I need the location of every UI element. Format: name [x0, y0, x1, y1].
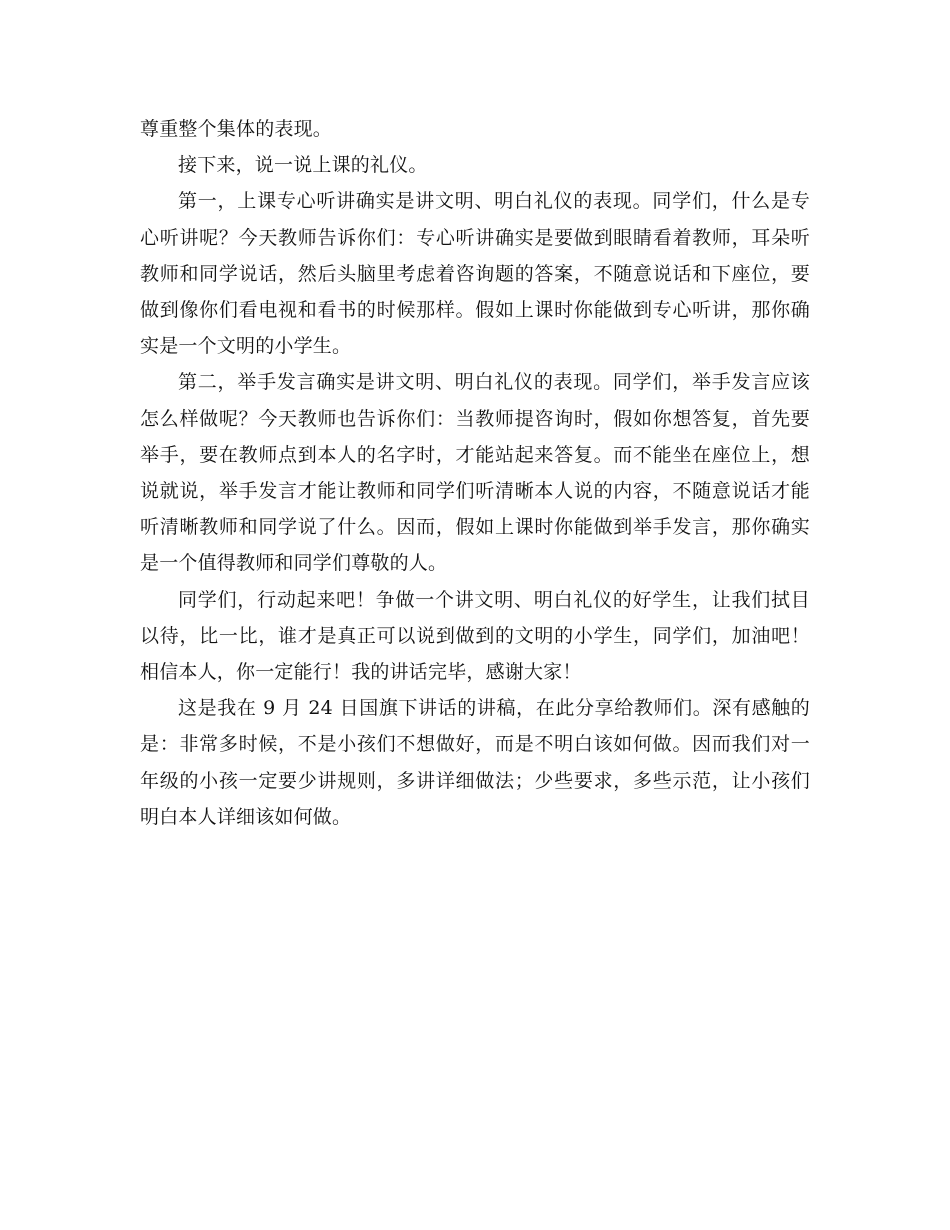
document-page	[140, 111, 810, 835]
paragraph-reflection: 这是我在 9 月 24 日国旗下讲话的讲稿，在此分享给教师们。深有感触的是：非常多时候，不是小孩们不想做好，而是不明白该如何做。因而我们对一年级的小孩一定要少讲规则，多讲详细做法；少些要求，多些示范，让小孩们明白本人详细该如何做。	[140, 697, 810, 828]
paragraph-continuation: 尊重整个集体的表现。	[140, 118, 333, 140]
paragraph-intro: 接下来，说一说上课的礼仪。	[178, 154, 428, 177]
paragraph-call-to-action: 同学们，行动起来吧！争做一个讲文明、明白礼仪的好学生，让我们拭目以待，比一比，谁才是真正可以说到做到的文明的小学生，同学们，加油吧！相信本人，你一定能行！我的讲话完毕，感谢大家！	[140, 588, 810, 684]
paragraph-second-point: 第二，举手发言确实是讲文明、明白礼仪的表现。同学们，举手发言应该怎么样做呢？今天教师也告诉你们：当教师提咨询时，假如你想答复，首先要举手，要在教师点到本人的名字时，才能站起来答复。而不能坐在座位上，想说就说，举手发言才能让教师和同学们听清晰本人说的内容，不随意说话才能听清晰教师和同学说了什么。因而，假如上课时你能做到举手发言，那你确实是一个值得教师和同学们尊敬的人。	[140, 371, 810, 575]
paragraph-first-point: 第一，上课专心听讲确实是讲文明、明白礼仪的表现。同学们，什么是专心听讲呢？今天教师告诉你们：专心听讲确实是要做到眼睛看着教师，耳朵听教师和同学说话，然后头脑里考虑着咨询题的答案，不随意说话和下座位，要做到像你们看电视和看书的时候那样。假如上课时你能做到专心听讲，那你确实是一个文明的小学生。	[140, 190, 810, 358]
